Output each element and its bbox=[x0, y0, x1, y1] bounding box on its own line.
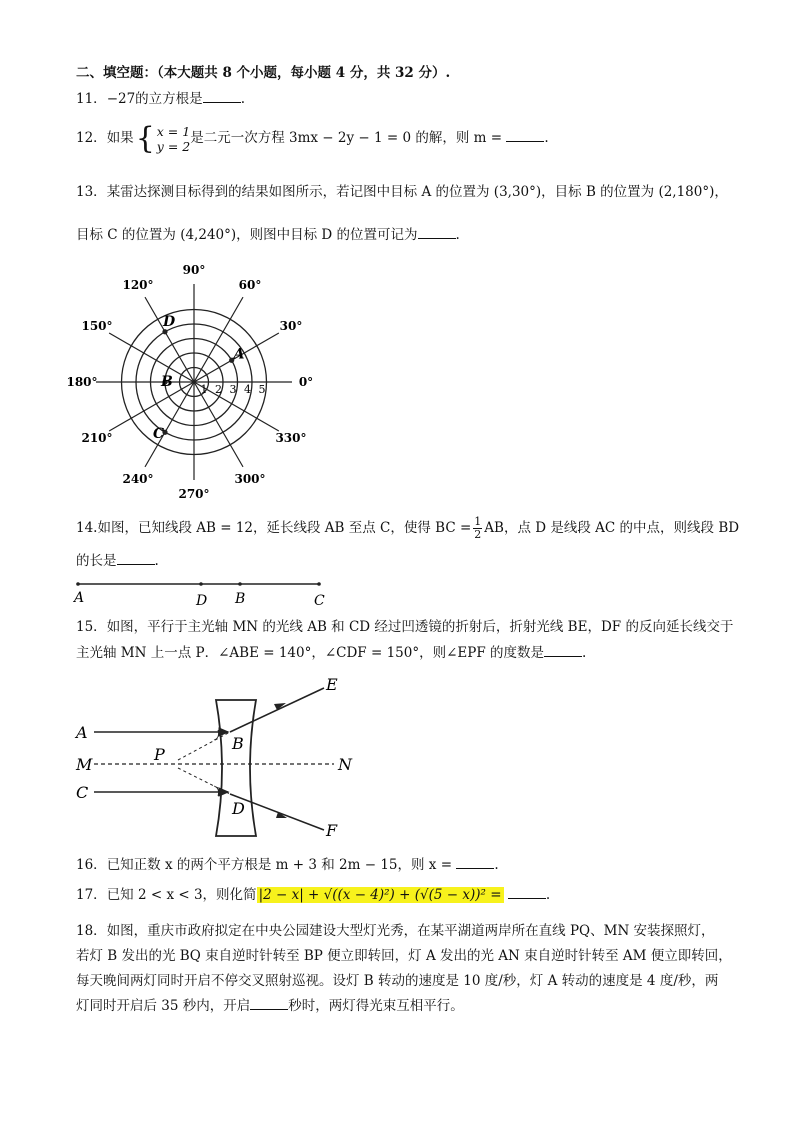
segment-label-B: B bbox=[235, 591, 246, 607]
point-A-dot bbox=[76, 582, 80, 586]
point-C-dot bbox=[317, 582, 321, 586]
radar-angle-label-60: 60° bbox=[238, 278, 262, 293]
question-17 bbox=[76, 886, 550, 904]
label-P: P bbox=[154, 745, 165, 764]
lens-diagram bbox=[72, 672, 372, 842]
q13-number: 13． bbox=[76, 184, 107, 200]
question-13-line2 bbox=[76, 226, 460, 244]
label-B: B bbox=[232, 734, 244, 753]
q12-eq1: x = 1 bbox=[156, 123, 191, 139]
radar-angle-label-270: 270° bbox=[178, 487, 210, 501]
q15-answer-blank[interactable] bbox=[544, 644, 582, 657]
radar-angle-label-30: 30° bbox=[279, 319, 303, 333]
radar-angle-label-0: 0° bbox=[298, 375, 314, 389]
radar-angle-label-150: 150° bbox=[81, 319, 113, 333]
q11-end: . bbox=[240, 91, 245, 107]
question-14-line1 bbox=[76, 515, 739, 541]
radar-angle-label-330: 330° bbox=[275, 431, 307, 445]
radar-point-label-A: A bbox=[233, 346, 245, 363]
question-15-line2 bbox=[76, 644, 586, 662]
question-18-line4 bbox=[76, 997, 464, 1015]
q14-fraction bbox=[473, 516, 482, 541]
label-E: E bbox=[326, 675, 338, 694]
q18-answer-blank[interactable] bbox=[250, 997, 288, 1010]
radar-angle-label-240: 240° bbox=[122, 471, 154, 486]
q16-number: 16． bbox=[76, 857, 107, 873]
segment-diagram bbox=[72, 578, 332, 608]
radar-point-label-B: B bbox=[161, 374, 173, 390]
question-18-line2 bbox=[76, 947, 732, 965]
q12-brace: { bbox=[135, 120, 155, 156]
q17-number: 17． bbox=[76, 887, 107, 903]
question-16 bbox=[76, 856, 499, 874]
q12-eq2: y = 2 bbox=[156, 138, 191, 154]
q15-line2: 主光轴 MN 上一点 P．∠ABE = 140°，∠CDF = 150°，则∠EPF 的度数是 bbox=[76, 645, 544, 661]
q18-line4-post: 秒时，两灯得光束互相平行。 bbox=[288, 998, 464, 1014]
q15-number: 15． bbox=[76, 619, 107, 635]
label-A: A bbox=[76, 723, 88, 742]
question-18-line1 bbox=[76, 922, 715, 940]
q14-answer-blank[interactable] bbox=[117, 552, 155, 565]
q13-line2: 目标 C 的位置为 (4,240°)，则图中目标 D 的位置可记为 bbox=[76, 227, 418, 243]
q14-post: AB，点 D 是线段 AC 的中点，则线段 BD bbox=[484, 520, 740, 536]
q14-pre: 如图，已知线段 AB = 12，延长线段 AB 至点 C，使得 BC = bbox=[97, 520, 472, 536]
q12-answer-blank[interactable] bbox=[506, 129, 544, 142]
question-11 bbox=[76, 90, 245, 108]
radar-ring-label-5: 5 bbox=[258, 383, 266, 396]
q17-end: . bbox=[545, 887, 551, 903]
radar-figure bbox=[66, 263, 313, 501]
q18-number: 18． bbox=[76, 923, 107, 939]
q16-answer-blank[interactable] bbox=[456, 856, 494, 869]
question-15-line1 bbox=[76, 618, 733, 636]
radar-point-label-D: D bbox=[163, 313, 176, 330]
segment-label-A: A bbox=[74, 590, 85, 606]
segment-label-C: C bbox=[314, 593, 325, 609]
q15-line1: 如图，平行于主光轴 MN 的光线 AB 和 CD 经过凹透镜的折射后，折射光线 BE，DF 的反向延长线交于 bbox=[106, 619, 734, 635]
point-B-dot bbox=[238, 582, 242, 586]
question-14-line2 bbox=[76, 552, 159, 570]
q12-end: . bbox=[544, 130, 549, 146]
label-N: N bbox=[338, 755, 352, 774]
q11-text: −27的立方根是 bbox=[106, 91, 203, 107]
q14-line2: 的长是 bbox=[76, 553, 117, 569]
q18-line2: 若灯 B 发出的光 BQ 束自逆时针转至 BP 便立即转回，灯 A 发出的光 AN 束自逆时针转至 AM 便立即转回， bbox=[76, 948, 732, 964]
q17-expression: |2 − x| + √((x − 4)²) + (√(5 − x))² = bbox=[258, 887, 502, 903]
q12-system bbox=[157, 124, 190, 154]
radar-ring-label-2: 2 bbox=[215, 383, 222, 396]
q16-end: . bbox=[494, 857, 499, 873]
segment-label-D: D bbox=[196, 593, 208, 609]
radar-ring-label-4: 4 bbox=[244, 383, 251, 396]
q18-line3: 每天晚间两灯同时开启不停交叉照射巡视。设灯 B 转动的速度是 10 度/秒，灯 A 转动的速度是 4 度/秒，两 bbox=[76, 973, 719, 989]
q13-end: . bbox=[455, 227, 460, 243]
section-title: 二、填空题：（本大题共 8 个小题，每小题 4 分，共 32 分）. bbox=[76, 65, 451, 81]
label-F: F bbox=[326, 821, 338, 840]
radar-ring-label-3: 3 bbox=[229, 383, 237, 396]
q15-end: . bbox=[582, 645, 587, 661]
question-13-line1 bbox=[76, 183, 728, 201]
q13-answer-blank[interactable] bbox=[418, 226, 456, 239]
radar-diagram bbox=[66, 263, 330, 501]
radar-angle-label-180: 180° bbox=[66, 375, 98, 389]
question-12 bbox=[76, 118, 549, 160]
q17-answer-blank[interactable] bbox=[508, 886, 546, 899]
label-D: D bbox=[232, 799, 245, 818]
point-D-dot bbox=[199, 582, 203, 586]
radar-angle-label-120: 120° bbox=[122, 278, 154, 293]
q11-answer-blank[interactable] bbox=[203, 90, 241, 103]
radar-ring-label-1: 1 bbox=[200, 383, 208, 396]
q12-number: 12． bbox=[76, 130, 107, 146]
q14-frac-num: 1 bbox=[474, 515, 482, 528]
label-C: C bbox=[76, 783, 89, 802]
q14-end: . bbox=[154, 553, 159, 569]
q11-number: 11． bbox=[76, 91, 107, 107]
question-18-line3 bbox=[76, 972, 718, 990]
q16-text: 已知正数 x 的两个平方根是 m + 3 和 2m − 15，则 x = bbox=[106, 857, 453, 873]
radar-angle-label-210: 210° bbox=[81, 431, 113, 445]
q12-pre: 如果 bbox=[106, 130, 134, 146]
q14-number: 14. bbox=[76, 520, 98, 536]
q12-mid: 是二元一次方程 3mx − 2y − 1 = 0 的解，则 m = bbox=[190, 130, 503, 146]
q18-line1: 如图，重庆市政府拟定在中央公园建设大型灯光秀，在某平湖道两岸所在直线 PQ、MN 安装探照灯， bbox=[106, 923, 715, 939]
label-M: M bbox=[76, 755, 93, 774]
radar-angle-label-300: 300° bbox=[234, 471, 266, 486]
radar-angle-label-90: 90° bbox=[182, 263, 206, 277]
q17-pre: 已知 2 < x < 3，则化简 bbox=[106, 887, 257, 903]
q13-line1: 某雷达探测目标得到的结果如图所示，若记图中目标 A 的位置为 (3,30°)，目标 B 的位置为 (2,180°)， bbox=[106, 184, 728, 200]
q18-line4-pre: 灯同时开启后 35 秒内，开启 bbox=[76, 998, 251, 1014]
radar-point-D bbox=[162, 329, 167, 334]
radar-point-label-C: C bbox=[153, 426, 165, 443]
q14-frac-den: 2 bbox=[474, 528, 482, 541]
